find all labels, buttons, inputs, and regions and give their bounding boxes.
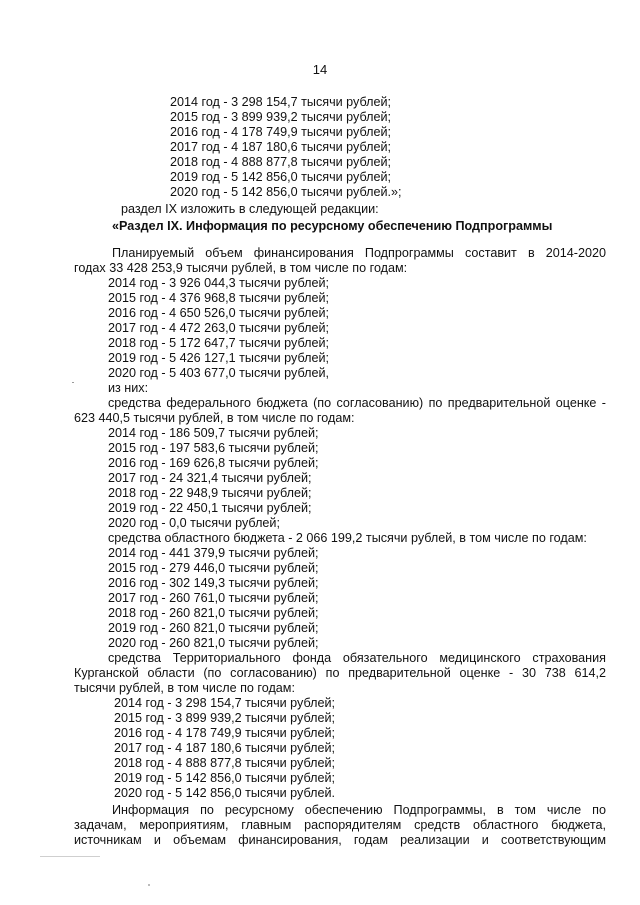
list-item: 2015 год - 197 583,6 тысячи рублей; bbox=[108, 441, 319, 455]
list-item: 2019 год - 5 142 856,0 тысячи рублей; bbox=[170, 170, 391, 184]
oms-paragraph-line: Курганской области (по согласованию) по предварительной оценке - 30 738 614,2 bbox=[74, 666, 606, 680]
list-item: 2018 год - 260 821,0 тысячи рублей; bbox=[108, 606, 319, 620]
list-item: 2014 год - 186 509,7 тысячи рублей; bbox=[108, 426, 319, 440]
list-item: 2017 год - 4 187 180,6 тысячи рублей; bbox=[114, 741, 335, 755]
list-item: 2017 год - 24 321,4 тысячи рублей; bbox=[108, 471, 312, 485]
federal-paragraph-line: 623 440,5 тысячи рублей, в том числе по годам: bbox=[74, 411, 355, 425]
list-item: 2015 год - 3 899 939,2 тысячи рублей; bbox=[114, 711, 335, 725]
list-item: 2019 год - 5 142 856,0 тысячи рублей; bbox=[114, 771, 335, 785]
list-item: 2016 год - 169 626,8 тысячи рублей; bbox=[108, 456, 319, 470]
list-item: 2015 год - 3 899 939,2 тысячи рублей; bbox=[170, 110, 391, 124]
page-number: 14 bbox=[312, 62, 328, 77]
list-item: 2018 год - 5 172 647,7 тысячи рублей; bbox=[108, 336, 329, 350]
list-item: 2014 год - 441 379,9 тысячи рублей; bbox=[108, 546, 319, 560]
list-item: 2016 год - 4 178 749,9 тысячи рублей; bbox=[114, 726, 335, 740]
list-item: 2018 год - 4 888 877,8 тысячи рублей; bbox=[170, 155, 391, 169]
list-item: 2020 год - 5 142 856,0 тысячи рублей.»; bbox=[170, 185, 402, 199]
list-item: 2020 год - 260 821,0 тысячи рублей; bbox=[108, 636, 319, 650]
list-item: 2015 год - 279 446,0 тысячи рублей; bbox=[108, 561, 319, 575]
list-item: 2019 год - 5 426 127,1 тысячи рублей; bbox=[108, 351, 329, 365]
instruction-text: раздел IX изложить в следующей редакции: bbox=[121, 202, 379, 216]
list-item: 2017 год - 260 761,0 тысячи рублей; bbox=[108, 591, 319, 605]
scan-speck bbox=[72, 382, 74, 383]
list-item: 2016 год - 4 650 526,0 тысячи рублей; bbox=[108, 306, 329, 320]
list-item: 2014 год - 3 926 044,3 тысячи рублей; bbox=[108, 276, 329, 290]
oms-paragraph-line: тысячи рублей, в том числе по годам: bbox=[74, 681, 295, 695]
list-item: 2017 год - 4 472 263,0 тысячи рублей; bbox=[108, 321, 329, 335]
federal-paragraph-line: средства федерального бюджета (по согласованию) по предварительной оценке - bbox=[108, 396, 606, 410]
list-item: 2019 год - 260 821,0 тысячи рублей; bbox=[108, 621, 319, 635]
oms-paragraph-line: средства Территориального фонда обязательного медицинского страхования bbox=[108, 651, 606, 665]
list-item: 2016 год - 302 149,3 тысячи рублей; bbox=[108, 576, 319, 590]
regional-paragraph-line: средства областного бюджета - 2 066 199,2 тысячи рублей, в том числе по годам: bbox=[108, 531, 587, 545]
list-item: 2018 год - 4 888 877,8 тысячи рублей; bbox=[114, 756, 335, 770]
list-item: 2014 год - 3 298 154,7 тысячи рублей; bbox=[114, 696, 335, 710]
section-heading: «Раздел IX. Информация по ресурсному обеспечению Подпрограммы bbox=[112, 219, 553, 233]
list-item: 2015 год - 4 376 968,8 тысячи рублей; bbox=[108, 291, 329, 305]
list-item: 2017 год - 4 187 180,6 тысячи рублей; bbox=[170, 140, 391, 154]
final-paragraph-line: Информация по ресурсному обеспечению Подпрограммы, в том числе по bbox=[112, 803, 606, 817]
of-them-label: из них: bbox=[108, 381, 149, 395]
list-item: 2018 год - 22 948,9 тысячи рублей; bbox=[108, 486, 312, 500]
intro-paragraph-line: годах 33 428 253,9 тысячи рублей, в том числе по годам: bbox=[74, 261, 408, 275]
list-item: 2020 год - 0,0 тысячи рублей; bbox=[108, 516, 280, 530]
scan-artifact-line bbox=[40, 856, 100, 857]
list-item: 2020 год - 5 142 856,0 тысячи рублей. bbox=[114, 786, 335, 800]
list-item: 2016 год - 4 178 749,9 тысячи рублей; bbox=[170, 125, 391, 139]
scan-speck bbox=[148, 884, 150, 886]
final-paragraph-line: источникам и объемам финансирования, годам реализации и соответствующим bbox=[74, 833, 606, 847]
intro-paragraph-line: Планируемый объем финансирования Подпрограммы составит в 2014-2020 bbox=[112, 246, 606, 260]
list-item: 2014 год - 3 298 154,7 тысячи рублей; bbox=[170, 95, 391, 109]
list-item: 2020 год - 5 403 677,0 тысячи рублей, bbox=[108, 366, 329, 380]
final-paragraph-line: задачам, мероприятиям, главным распорядителям средств областного бюджета, bbox=[74, 818, 606, 832]
list-item: 2019 год - 22 450,1 тысячи рублей; bbox=[108, 501, 312, 515]
